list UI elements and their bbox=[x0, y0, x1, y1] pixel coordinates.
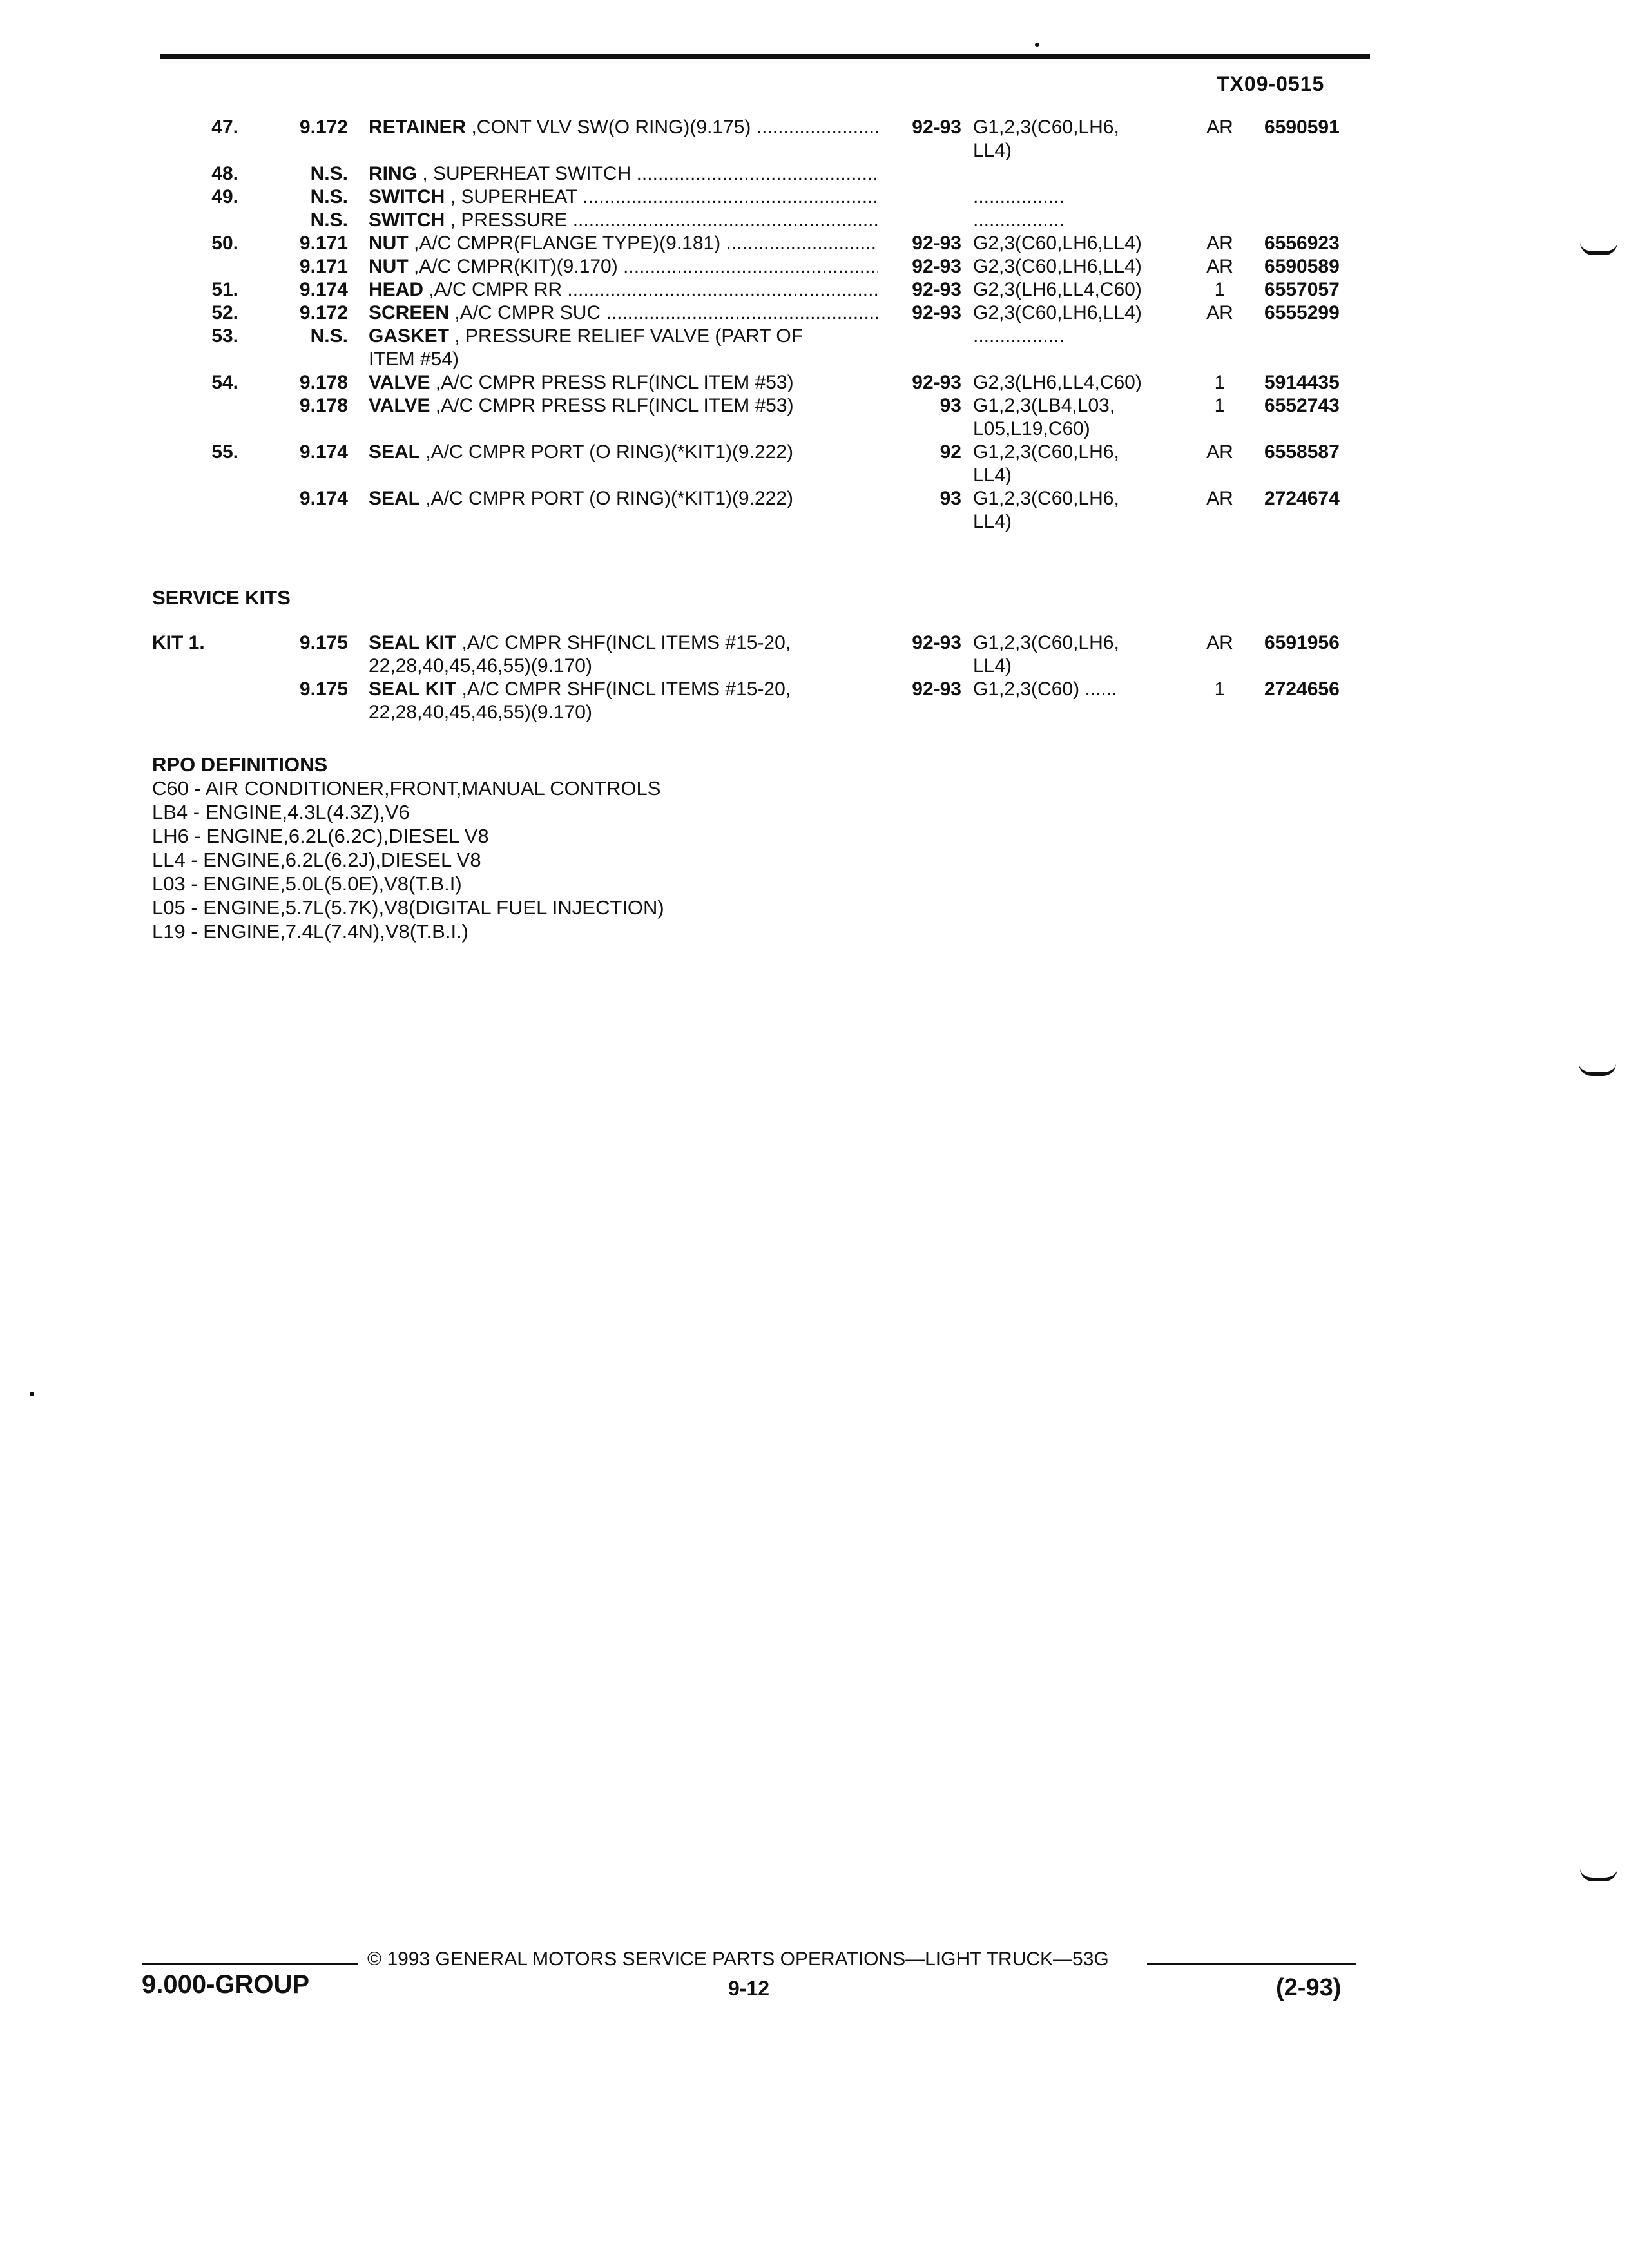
description bbox=[369, 162, 878, 186]
quantity: 1 bbox=[1214, 395, 1226, 416]
table-row bbox=[0, 487, 1629, 510]
rpo-definitions bbox=[152, 753, 664, 943]
description bbox=[369, 655, 878, 678]
part-number: 6558587 bbox=[1264, 441, 1340, 463]
group-number: N.S. bbox=[310, 325, 348, 347]
part-name: SEAL bbox=[369, 441, 421, 463]
part-description: 22,28,40,45,46,55)(9.170) bbox=[369, 655, 592, 677]
table-row bbox=[0, 655, 1629, 678]
quantity: AR bbox=[1206, 302, 1233, 323]
part-description: ,CONT VLV SW(O RING)(9.175) bbox=[466, 117, 751, 138]
leader-dots bbox=[567, 209, 878, 231]
model-usage: G1,2,3(C60,LH6, bbox=[973, 117, 1119, 138]
part-description: ,A/C CMPR SHF(INCL ITEMS #15-20, bbox=[456, 632, 791, 653]
rpo-line: L19 - ENGINE,7.4L(7.4N),V8(T.B.I.) bbox=[152, 920, 469, 943]
part-name: NUT bbox=[369, 256, 409, 277]
quantity: AR bbox=[1206, 441, 1233, 463]
quantity: 1 bbox=[1214, 279, 1226, 300]
table-row bbox=[0, 348, 1629, 371]
rpo-line: C60 - AIR CONDITIONER,FRONT,MANUAL CONTROLS bbox=[152, 777, 661, 800]
part-name: RING bbox=[369, 163, 417, 184]
table-row bbox=[0, 325, 1629, 348]
model-usage: G2,3(LH6,LL4,C60) bbox=[973, 279, 1142, 300]
part-description: ITEM #54) bbox=[369, 349, 459, 370]
description bbox=[369, 348, 878, 371]
binder-hole-mark bbox=[1580, 1869, 1617, 1881]
leader-dots bbox=[751, 117, 878, 138]
rpo-line: LH6 - ENGINE,6.2L(6.2C),DIESEL V8 bbox=[152, 825, 489, 847]
description bbox=[369, 394, 878, 418]
description bbox=[369, 325, 878, 348]
part-description: ,A/C CMPR SHF(INCL ITEMS #15-20, bbox=[456, 678, 791, 700]
parts-list bbox=[0, 116, 1629, 533]
part-number: 6552743 bbox=[1264, 395, 1340, 416]
model-year: 92-93 bbox=[912, 256, 961, 277]
group-number: 9.174 bbox=[299, 279, 348, 300]
kit-number: KIT 1. bbox=[152, 632, 205, 653]
description bbox=[369, 441, 878, 464]
table-row bbox=[0, 162, 1629, 186]
model-usage: LL4) bbox=[973, 140, 1012, 161]
description bbox=[369, 278, 878, 302]
description bbox=[369, 487, 878, 510]
description bbox=[369, 186, 878, 209]
group-number: 9.172 bbox=[299, 117, 348, 138]
quantity: AR bbox=[1206, 117, 1233, 138]
part-number: 6557057 bbox=[1264, 279, 1340, 300]
part-description: ,A/C CMPR(FLANGE TYPE)(9.181) bbox=[408, 233, 721, 254]
table-row bbox=[0, 701, 1629, 724]
model-year: 93 bbox=[940, 488, 961, 509]
document-code: TX09-0515 bbox=[1217, 72, 1325, 95]
group-number: 9.175 bbox=[299, 632, 348, 653]
model-year: 92-93 bbox=[912, 302, 961, 323]
group-number: N.S. bbox=[310, 186, 348, 207]
rpo-line: LL4 - ENGINE,6.2L(6.2J),DIESEL V8 bbox=[152, 849, 481, 871]
part-number: 2724674 bbox=[1264, 488, 1340, 509]
rpo-line: LB4 - ENGINE,4.3L(4.3Z),V6 bbox=[152, 801, 410, 823]
description bbox=[369, 209, 878, 232]
rpo-heading: RPO DEFINITIONS bbox=[152, 753, 328, 776]
table-row bbox=[0, 302, 1629, 325]
model-usage: G2,3(C60,LH6,LL4) bbox=[973, 233, 1142, 254]
group-number: 9.174 bbox=[299, 488, 348, 509]
part-description: ,A/C CMPR PORT (O RING)(*KIT1)(9.222) bbox=[420, 488, 793, 509]
part-number: 6555299 bbox=[1264, 302, 1340, 323]
model-year: 92-93 bbox=[912, 678, 961, 700]
table-row bbox=[0, 631, 1629, 655]
model-usage: G2,3(C60,LH6,LL4) bbox=[973, 256, 1142, 277]
table-row bbox=[0, 418, 1629, 441]
part-description: , SUPERHEAT bbox=[445, 186, 577, 207]
part-number: 6590591 bbox=[1264, 117, 1340, 138]
part-number: 2724656 bbox=[1264, 678, 1340, 700]
part-number: 6591956 bbox=[1264, 632, 1340, 653]
table-row bbox=[0, 371, 1629, 394]
part-number: 6590589 bbox=[1264, 256, 1340, 277]
table-row bbox=[0, 232, 1629, 255]
description bbox=[369, 371, 878, 394]
part-description: ,A/C CMPR RR bbox=[423, 279, 563, 300]
model-year: 92-93 bbox=[912, 279, 961, 300]
part-name: SWITCH bbox=[369, 209, 445, 231]
footer-date: (2-93) bbox=[1276, 1974, 1342, 2001]
model-usage: G1,2,3(LB4,L03, bbox=[973, 395, 1115, 416]
model-usage: G2,3(C60,LH6,LL4) bbox=[973, 302, 1142, 323]
service-kits-list bbox=[0, 631, 1629, 724]
model-usage: LL4) bbox=[973, 465, 1012, 486]
group-number: 9.175 bbox=[299, 678, 348, 700]
model-year: 92-93 bbox=[912, 632, 961, 653]
part-description: ,A/C CMPR PORT (O RING)(*KIT1)(9.222) bbox=[420, 441, 793, 463]
group-number: 9.171 bbox=[299, 256, 348, 277]
part-name: VALVE bbox=[369, 372, 430, 393]
table-row bbox=[0, 186, 1629, 209]
scan-speck bbox=[1035, 43, 1039, 47]
leader-dots bbox=[577, 186, 878, 207]
part-name: VALVE bbox=[369, 395, 430, 416]
part-description: ,A/C CMPR PRESS RLF(INCL ITEM #53) bbox=[430, 395, 794, 416]
page-number: 9-12 bbox=[728, 1977, 770, 2000]
item-number: 54. bbox=[211, 372, 238, 393]
part-description: , PRESSURE bbox=[445, 209, 568, 231]
description bbox=[369, 116, 878, 139]
table-row bbox=[0, 464, 1629, 487]
scan-speck bbox=[30, 1392, 34, 1396]
part-description: ,A/C CMPR(KIT)(9.170) bbox=[408, 256, 618, 277]
quantity: AR bbox=[1206, 256, 1233, 277]
model-usage: ................. bbox=[973, 325, 1065, 347]
model-year: 92 bbox=[940, 441, 961, 463]
model-usage: LL4) bbox=[973, 655, 1012, 677]
table-row bbox=[0, 209, 1629, 232]
group-number: N.S. bbox=[310, 163, 348, 184]
item-number: 53. bbox=[211, 325, 238, 347]
footer-rule-right bbox=[1147, 1963, 1356, 1965]
model-usage: G1,2,3(C60,LH6, bbox=[973, 441, 1119, 463]
header-rule bbox=[160, 54, 1370, 59]
item-number: 47. bbox=[211, 117, 238, 138]
leader-dots bbox=[720, 233, 878, 254]
item-number: 48. bbox=[211, 163, 238, 184]
leader-dots bbox=[562, 279, 878, 300]
model-usage: ................. bbox=[973, 186, 1065, 207]
table-row bbox=[0, 441, 1629, 464]
footer-rule-left bbox=[142, 1963, 358, 1965]
table-row bbox=[0, 510, 1629, 533]
item-number: 51. bbox=[211, 279, 238, 300]
table-row bbox=[0, 678, 1629, 701]
part-number: 6556923 bbox=[1264, 233, 1340, 254]
service-kits-heading: SERVICE KITS bbox=[152, 586, 291, 609]
quantity: 1 bbox=[1214, 678, 1226, 700]
model-usage: L05,L19,C60) bbox=[973, 418, 1090, 439]
description bbox=[369, 701, 878, 724]
part-description: ,A/C CMPR PRESS RLF(INCL ITEM #53) bbox=[430, 372, 794, 393]
table-row bbox=[0, 255, 1629, 278]
model-usage: G1,2,3(C60,LH6, bbox=[973, 632, 1119, 653]
item-number: 49. bbox=[211, 186, 238, 207]
description bbox=[369, 302, 878, 325]
leader-dots bbox=[618, 256, 878, 277]
description bbox=[369, 631, 878, 655]
model-usage: G1,2,3(C60,LH6, bbox=[973, 488, 1119, 509]
model-usage: ................. bbox=[973, 209, 1065, 231]
binder-hole-mark bbox=[1579, 1063, 1616, 1076]
part-name: SCREEN bbox=[369, 302, 450, 323]
part-description: , PRESSURE RELIEF VALVE (PART OF bbox=[449, 325, 804, 347]
table-row bbox=[0, 278, 1629, 302]
part-name: GASKET bbox=[369, 325, 450, 347]
description bbox=[369, 255, 878, 278]
quantity: AR bbox=[1206, 488, 1233, 509]
leader-dots bbox=[631, 163, 878, 184]
leader-dots bbox=[601, 302, 878, 323]
part-name: SEAL bbox=[369, 488, 421, 509]
model-year: 92-93 bbox=[912, 372, 961, 393]
group-number: 9.171 bbox=[299, 233, 348, 254]
description bbox=[369, 678, 878, 701]
table-row bbox=[0, 116, 1629, 139]
table-row bbox=[0, 394, 1629, 418]
footer-group-label: 9.000-GROUP bbox=[142, 1970, 310, 1999]
group-number: 9.178 bbox=[299, 395, 348, 416]
part-name: SWITCH bbox=[369, 186, 445, 207]
table-row bbox=[0, 139, 1629, 162]
quantity: AR bbox=[1206, 632, 1233, 653]
part-name: NUT bbox=[369, 233, 409, 254]
part-description: , SUPERHEAT SWITCH bbox=[417, 163, 631, 184]
part-name: SEAL KIT bbox=[369, 678, 457, 700]
part-description: ,A/C CMPR SUC bbox=[449, 302, 601, 323]
item-number: 50. bbox=[211, 233, 238, 254]
part-name: SEAL KIT bbox=[369, 632, 457, 653]
model-year: 93 bbox=[940, 395, 961, 416]
footer-copyright: © 1993 GENERAL MOTORS SERVICE PARTS OPERATIONS—LIGHT TRUCK—53G bbox=[367, 1948, 1109, 1970]
group-number: 9.178 bbox=[299, 372, 348, 393]
group-number: 9.174 bbox=[299, 441, 348, 463]
model-usage: G2,3(LH6,LL4,C60) bbox=[973, 372, 1142, 393]
part-name: HEAD bbox=[369, 279, 424, 300]
quantity: 1 bbox=[1214, 372, 1226, 393]
item-number: 55. bbox=[211, 441, 238, 463]
model-usage: LL4) bbox=[973, 511, 1012, 532]
quantity: AR bbox=[1206, 233, 1233, 254]
part-description: 22,28,40,45,46,55)(9.170) bbox=[369, 702, 592, 723]
part-name: RETAINER bbox=[369, 117, 467, 138]
description bbox=[369, 232, 878, 255]
item-number: 52. bbox=[211, 302, 238, 323]
part-number: 5914435 bbox=[1264, 372, 1340, 393]
rpo-line: L03 - ENGINE,5.0L(5.0E),V8(T.B.I) bbox=[152, 872, 462, 895]
group-number: 9.172 bbox=[299, 302, 348, 323]
rpo-line: L05 - ENGINE,5.7L(5.7K),V8(DIGITAL FUEL INJECTION) bbox=[152, 896, 664, 919]
model-usage: G1,2,3(C60) ...... bbox=[973, 678, 1117, 700]
model-year: 92-93 bbox=[912, 233, 961, 254]
group-number: N.S. bbox=[310, 209, 348, 231]
model-year: 92-93 bbox=[912, 117, 961, 138]
